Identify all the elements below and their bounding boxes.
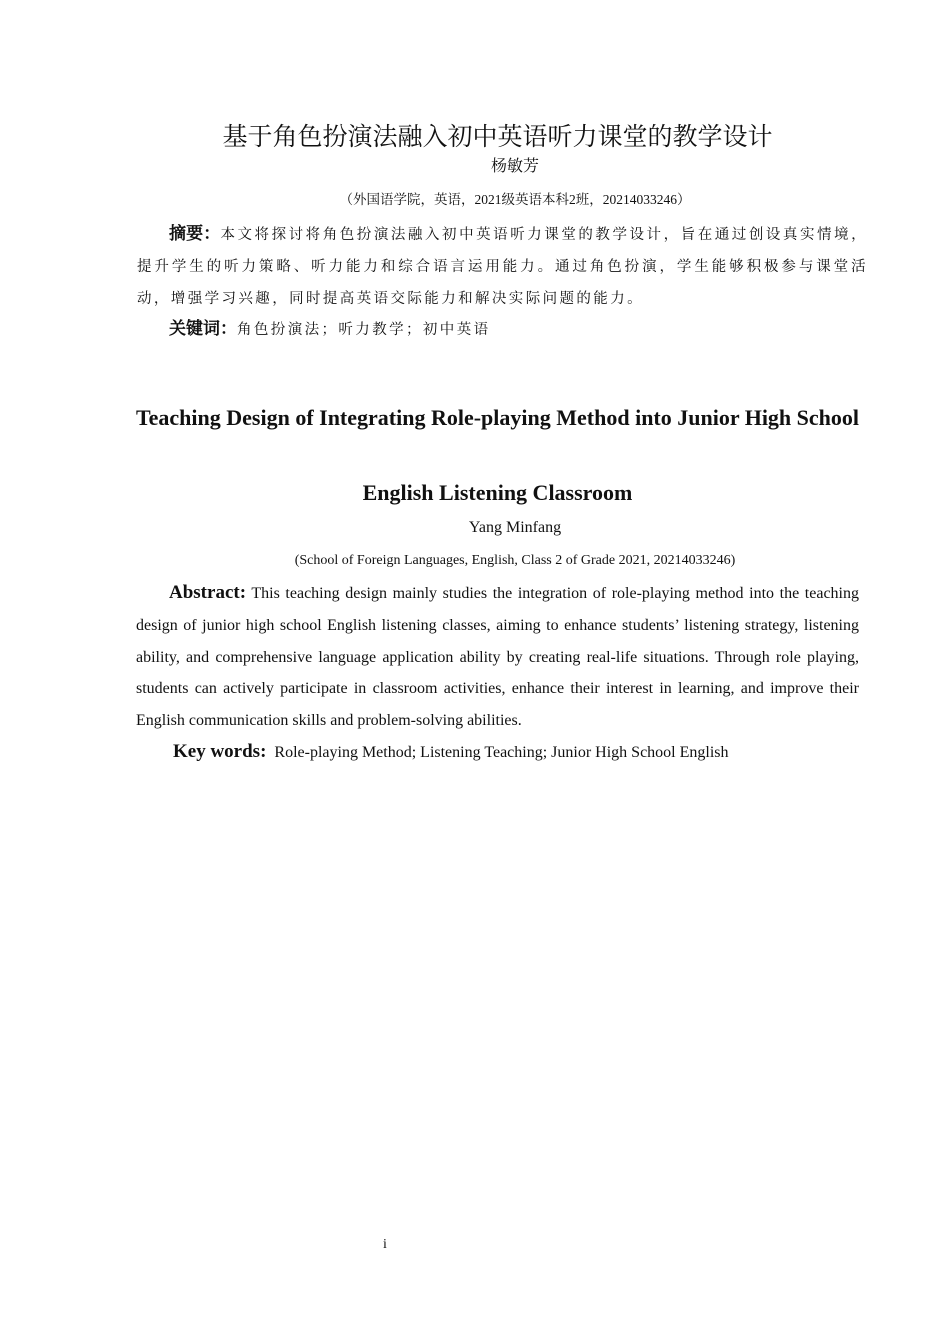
chinese-title: 基于角色扮演法融入初中英语听力课堂的教学设计 xyxy=(222,122,773,151)
english-abstract-text: This teaching design mainly studies the integration of role-playing method into the teaching design of junior high school English listening classes, aiming to enhance students’ listening strategy, listening ability, and comprehensive language application ability by creating real-life situations. Through role playing, students can actively participate in classroom activities, enhance their interest in learning, and improve their English communication skills and problem-solving abilities. xyxy=(136,585,859,730)
page-number: i xyxy=(383,1237,387,1252)
chinese-keywords-text: 角色扮演法；听力教学；初中英语 xyxy=(237,322,491,338)
english-abstract xyxy=(136,577,859,737)
english-abstract-label: Abstract: xyxy=(169,582,247,603)
chinese-keywords-label: 关键词： xyxy=(169,319,237,339)
chinese-abstract-text: 本文将探讨将角色扮演法融入初中英语听力课堂的教学设计，旨在通过创设真实情境，提升学生的听力策略、听力能力和综合语言运用能力。通过角色扮演，学生能够积极参与课堂活动，增强学习兴趣，同时提高英语交际能力和解决实际问题的能力。 xyxy=(137,227,868,307)
english-affiliation: (School of Foreign Languages, English, Class 2 of Grade 2021, 20214033246) xyxy=(294,553,736,568)
english-title: Teaching Design of Integrating Role-playing Method into Junior High School English Listening Classroom xyxy=(135,405,860,505)
chinese-abstract-label: 摘要： xyxy=(169,224,221,244)
english-keywords-label: Key words: xyxy=(173,741,267,762)
chinese-abstract xyxy=(137,218,868,315)
english-author: Yang Minfang xyxy=(468,519,562,536)
chinese-keywords xyxy=(169,314,869,345)
english-keywords xyxy=(173,737,873,768)
chinese-author: 杨敏芳 xyxy=(490,158,539,175)
chinese-affiliation: （外国语学院，英语，2021级英语本科2班，20214033246） xyxy=(339,192,691,207)
english-keywords-text: Role-playing Method; Listening Teaching; Junior High School English xyxy=(274,744,729,761)
